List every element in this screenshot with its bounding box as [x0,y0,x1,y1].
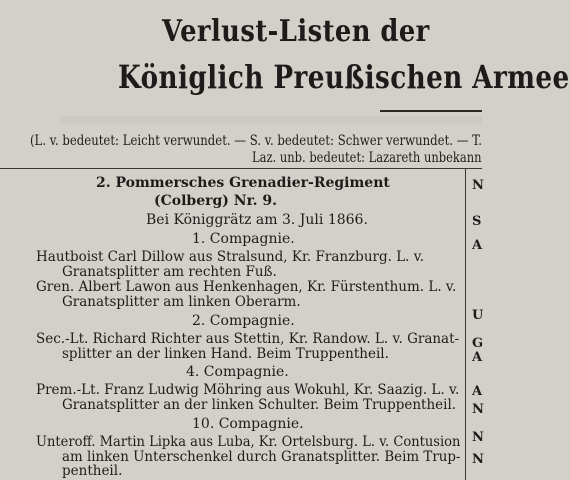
side-fragment: N [472,430,484,445]
casualty-line: Gren. Albert Lawon aus Henkenhagen, Kr. Fürstenthum. L. v. [36,279,457,295]
side-fragment: A [472,238,483,253]
horizontal-divider [0,168,482,169]
company-heading: 4. Compagnie. [186,364,289,380]
abbreviation-legend-line2: Laz. unb. bedeutet: Lazareth unbekann [252,150,482,166]
battle-subheading: Bei Königgrätz am 3. Juli 1866. [146,212,368,228]
side-fragment: N [472,402,484,417]
side-fragment: U [472,308,484,323]
side-fragment: A [472,384,483,399]
casualty-line: Prem.-Lt. Franz Ludwig Möhring aus Wokuhl, Kr. Saazig. L. v. [36,382,460,398]
casualty-line: Unteroff. Martin Lipka aus Luba, Kr. Ortelsburg. L. v. Contusion [36,434,461,450]
casualty-line: Hautboist Carl Dillow aus Stralsund, Kr. Franzburg. L. v. [36,249,425,265]
company-heading: 2. Compagnie. [192,313,295,329]
casualty-line: Granatsplitter am rechten Fuß. [62,264,277,280]
casualty-line: splitter an der linken Hand. Beim Truppentheil. [62,346,389,362]
casualty-line: pentheil. [62,463,123,479]
company-heading: 10. Compagnie. [192,416,304,432]
masthead-title-line1: Verlust-Listen der [162,14,430,49]
regiment-heading-number: (Colberg) Nr. 9. [154,193,278,209]
regiment-heading: 2. Pommersches Grenadier-Regiment [96,175,390,191]
side-fragment: S [472,214,482,229]
casualty-line: Granatsplitter am linken Oberarm. [62,294,301,310]
casualty-line: am linken Unterschenkel durch Granatsplitter. Beim Trup- [62,449,461,465]
company-heading: 1. Compagnie. [192,231,295,247]
abbreviation-legend-line1: (L. v. bedeutet: Leicht verwundet. — S. v. bedeutet: Schwer verwundet. — T. [30,133,482,149]
column-divider [465,168,466,480]
masthead-title-line2: Königlich Preußischen Armee [118,58,570,96]
casualty-line: Granatsplitter an der linken Schulter. Beim Truppentheil. [62,397,457,413]
side-fragment: A [472,350,483,365]
casualty-line: Sec.-Lt. Richard Richter aus Stettin, Kr. Randow. L. v. Granat- [36,331,460,347]
side-fragment: N [472,452,484,467]
side-fragment: N [472,178,484,193]
bleed-through-text [60,116,482,124]
masthead-rule [380,110,482,112]
side-fragment: G [472,336,484,351]
